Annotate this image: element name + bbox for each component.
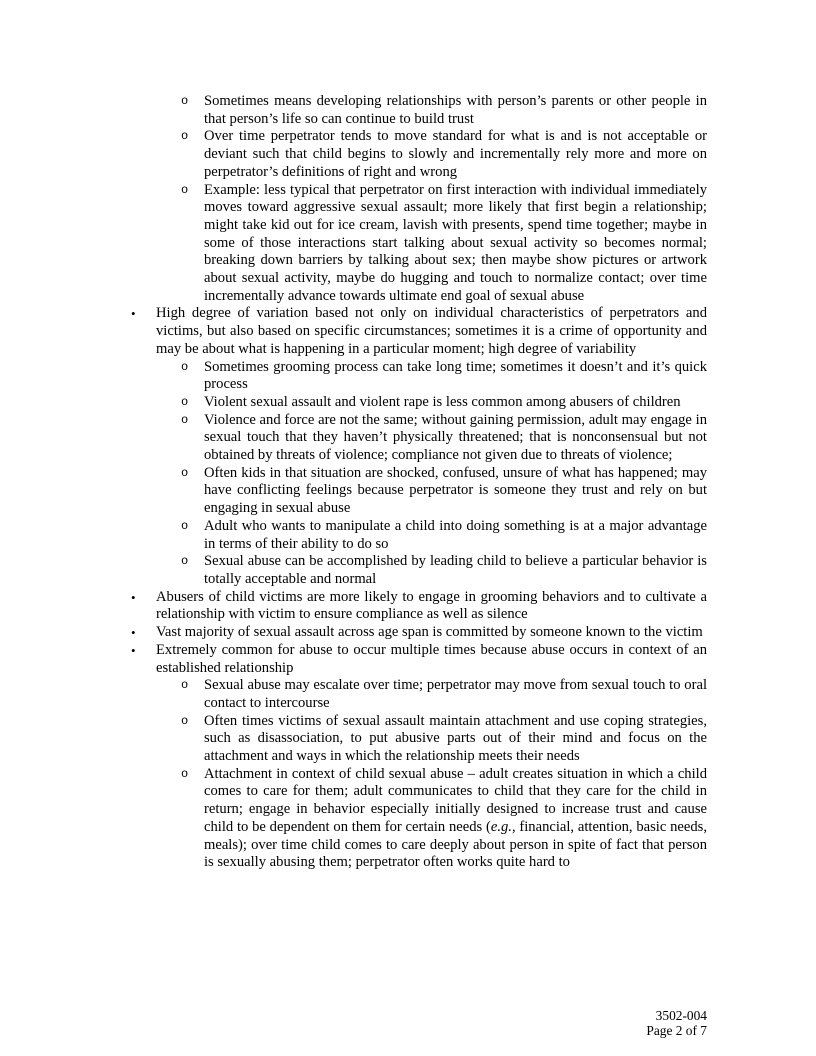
item-text: Example: less typical that perpetrator on first interaction with individual immediately moves toward aggressive sexual assault; more likely that first begin a relationship; might take kid out for ice cream, lavish with presents, spend time together; maybe in some of those interactions start talking about sexual activity so becomes normal; breaking down barriers by talking about sex; then maybe show pictures or artwork about sexual activity, maybe do hugging and touch to normalize contact; over time incrementally advance towards ultimate end goal of sexual abuse (204, 181, 707, 304)
item-text: High degree of variation based not only on individual characteristics of perpetrators and victims, but also based on specific circumstances; sometimes it is a crime of opportunity and may be about what is happening in a particular moment; high degree of variability (156, 305, 707, 357)
item-text: Sometimes means developing relationships with person’s parents or other people in that person’s life so can continue to build trust (204, 93, 707, 127)
circle-bullet-icon: o (181, 554, 189, 569)
circle-bullet-icon: o (181, 766, 189, 781)
document-number: 3502-004 (655, 1007, 707, 1023)
list-item (97, 93, 707, 128)
item-text: Extremely common for abuse to occur multiple times because abuse occurs in context of an established relationship (156, 641, 707, 676)
item-text: Adult who wants to manipulate a child into doing something is at a major advantage in terms of their ability to do so (204, 517, 707, 552)
list-item (97, 677, 707, 712)
list-item (97, 182, 707, 306)
item-text: Over time perpetrator tends to move standard for what is and is not acceptable or deviant such that child begins to slowly and incrementally rely more and more on perpetrator’s definitions of right and wrong (204, 128, 707, 180)
list-item (97, 642, 707, 677)
bullet-icon: • (131, 625, 136, 641)
item-text: Sometimes grooming process can take long time; sometimes it doesn’t and it’s quick process (204, 358, 707, 393)
bullet-icon: • (131, 306, 136, 322)
list-item (97, 412, 707, 465)
page-number: Page 2 of 7 (646, 1023, 707, 1039)
circle-bullet-icon: o (181, 182, 189, 197)
list-item (97, 766, 707, 872)
item-text-segment: Attachment in context of child sexual abuse – adult creates situation in which a child comes to care for them; adult communicates to child that they care for the child in return; engage in behavior especially initially designed to increase trust and cause child to be dependent on them for certain needs ( (204, 765, 707, 835)
item-text: Often times victims of sexual assault maintain attachment and use coping strategies, such as disassociation, to put abusive parts out of their mind and focus on the attachment and ways in which the relationship meets their needs (204, 712, 707, 765)
circle-bullet-icon: o (181, 412, 189, 427)
item-text: Sexual abuse may escalate over time; perpetrator may move from sexual touch to oral contact to intercourse (204, 677, 707, 711)
item-text: Often kids in that situation are shocked, confused, unsure of what has happened; may have conflicting feelings because perpetrator is someone they trust and rely on but engaging in sexual abuse (204, 464, 707, 517)
item-text: Violent sexual assault and violent rape is less common among abusers of children (204, 393, 681, 410)
item-text-italic-segment: e.g. (490, 818, 512, 835)
circle-bullet-icon: o (181, 394, 189, 409)
list-item (97, 624, 707, 642)
circle-bullet-icon: o (181, 129, 189, 144)
circle-bullet-icon: o (181, 465, 189, 480)
list-item (97, 589, 707, 624)
list-item (97, 394, 707, 412)
page-footer (646, 1008, 707, 1039)
document-content (97, 93, 707, 872)
bullet-icon: • (131, 589, 136, 605)
list-item (97, 305, 707, 358)
circle-bullet-icon: o (181, 713, 189, 728)
item-text: Vast majority of sexual assault across age span is committed by someone known to the victim (156, 624, 703, 641)
item-text: Sexual abuse can be accomplished by leading child to believe a particular behavior is totally acceptable and normal (204, 553, 707, 587)
list-item (97, 553, 707, 588)
list-item (97, 518, 707, 553)
bullet-icon: • (131, 642, 136, 658)
item-text (204, 766, 707, 872)
list-item (97, 128, 707, 181)
item-text: Violence and force are not the same; without gaining permission, adult may engage in sexual touch that they haven’t physically threatened; that is nonconsensual but not obtained by threats of violence; compliance not given due to threats of violence; (204, 411, 707, 464)
circle-bullet-icon: o (181, 359, 189, 374)
circle-bullet-icon: o (181, 678, 189, 693)
circle-bullet-icon: o (181, 94, 189, 108)
circle-bullet-icon: o (181, 518, 189, 533)
list-item (97, 465, 707, 518)
list-item (97, 359, 707, 394)
list-item (97, 713, 707, 766)
item-text: Abusers of child victims are more likely to engage in grooming behaviors and to cultivate a relationship with victim to ensure compliance as well as silence (156, 588, 707, 623)
item-text-segment: , financial, attention, basic needs, meals); over time child comes to care deeply about person in spite of fact that person is sexually abusing them; perpetrator often works quite hard to (204, 818, 707, 871)
